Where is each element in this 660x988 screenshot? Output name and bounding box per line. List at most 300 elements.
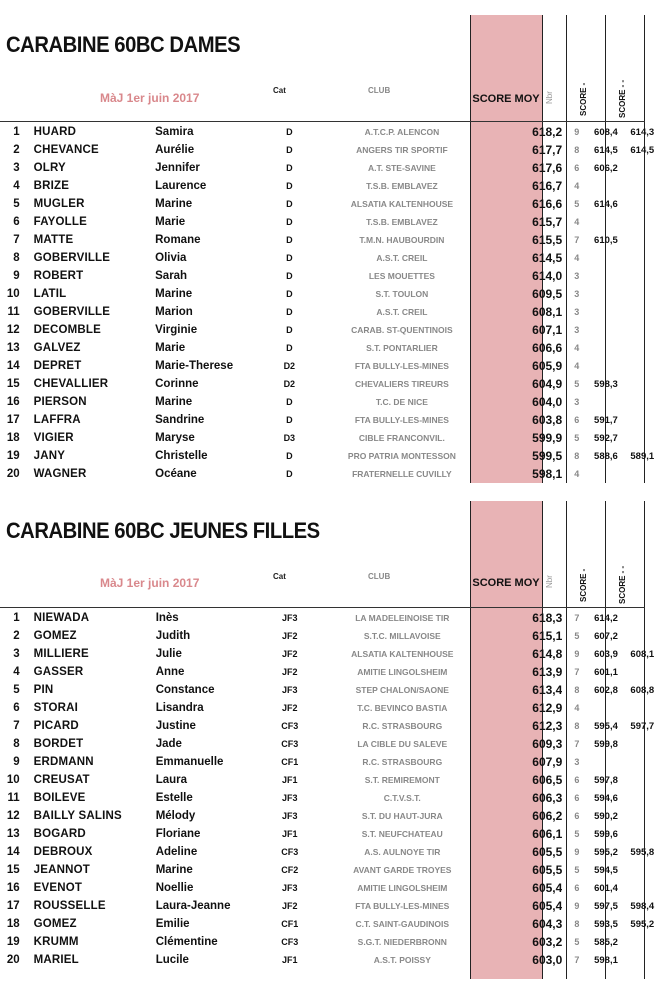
category-cell: D [286,343,293,353]
table-row [0,357,660,375]
lastname-cell: BAILLY SALINS [33,810,122,822]
score-1-cell [587,357,624,375]
firstname-cell: Clémentine [155,936,218,948]
score-1-cell: 598,1 [594,954,618,966]
lastname-cell: VIGIER [33,432,74,444]
table-row [0,249,660,267]
rank-cell: 15 [6,864,20,876]
category-cell: D [286,397,293,407]
score-2-cell [625,393,660,411]
score-2-cell: 608,8 [630,684,655,696]
score-1-cell: 590,2 [594,810,618,822]
firstname-cell: Marie-Therese [155,360,234,372]
score-moy-cell: 609,3 [532,737,563,751]
header-cat: Cat [273,572,286,581]
lastname-cell: GASSER [33,666,84,678]
score-moy-cell: 606,2 [532,809,563,823]
nbr-cell: 4 [574,181,580,191]
table-row [0,771,660,789]
nbr-cell: 4 [574,703,580,713]
rank-cell: 1 [13,126,20,138]
score-2-cell [625,933,660,951]
firstname-cell: Virginie [155,324,198,336]
score-1-cell: 614,5 [594,144,618,156]
club-cell: FTA BULLY-LES-MINES [355,901,450,911]
table-row [0,123,660,141]
club-cell: CIBLE FRANCONVIL. [358,433,445,443]
nbr-cell: 7 [574,667,580,677]
nbr-cell: 6 [574,775,580,785]
club-cell: FRATERNELLE CUVILLY [352,469,452,479]
rank-cell: 17 [6,414,20,426]
score-moy-cell: 616,6 [532,197,563,211]
category-cell: JF2 [282,649,298,659]
rank-cell: 19 [6,936,20,948]
rank-cell: 7 [13,720,20,732]
score-2-cell [625,735,660,753]
firstname-cell: Inès [155,612,179,624]
score-2-cell [625,375,660,393]
lastname-cell: EVENOT [33,882,83,894]
firstname-cell: Corinne [155,378,199,390]
rank-cell: 8 [13,252,20,264]
score-1-cell: 593,5 [594,918,618,930]
score-moy-cell: 617,6 [532,161,563,175]
rank-cell: 11 [7,306,20,318]
firstname-cell: Christelle [155,450,208,462]
score-moy-cell: 606,1 [532,827,563,841]
table-row [0,681,660,699]
nbr-cell: 8 [574,145,580,155]
table-row [0,807,660,825]
nbr-cell: 5 [574,937,580,947]
rank-cell: 7 [13,234,20,246]
table-row [0,645,660,663]
lastname-cell: ROUSSELLE [33,900,106,912]
update-date: MàJ 1er juin 2017 [100,576,200,590]
score-1-cell: 606,2 [594,162,618,174]
lastname-cell: GOBERVILLE [33,252,111,264]
club-cell: C.T. SAINT-GAUDINOIS [355,919,450,929]
firstname-cell: Romane [155,234,201,246]
table-row [0,897,660,915]
category-cell: JF2 [282,667,298,677]
club-cell: FTA BULLY-LES-MINES [354,361,449,371]
table-row [0,447,660,465]
lastname-cell: GOMEZ [33,630,77,642]
club-cell: CARAB. ST-QUENTINOIS [351,325,453,335]
table-row [0,231,660,249]
club-cell: A.S.T. POISSY [373,955,431,965]
category-cell: CF3 [281,739,299,749]
score-1-cell [587,249,624,267]
firstname-cell: Laura [155,774,188,786]
category-cell: CF3 [281,721,299,731]
score-2-cell [625,429,660,447]
firstname-cell: Océane [155,468,197,480]
table-row [0,429,660,447]
score-1-cell: 607,2 [594,630,618,642]
table-row [0,213,660,231]
header-nbr: Nbr [545,575,554,588]
firstname-cell: Lucile [155,954,189,966]
lastname-cell: JEANNOT [33,864,90,876]
lastname-cell: DEPRET [33,360,82,372]
rank-cell: 10 [6,288,20,300]
score-moy-cell: 613,4 [532,683,563,697]
category-cell: D [286,307,293,317]
club-cell: T.S.B. EMBLAVEZ [366,181,438,191]
score-moy-cell: 605,5 [532,845,563,859]
score-1-cell: 601,4 [594,882,618,894]
nbr-cell: 3 [574,397,580,407]
score-moy-cell: 607,9 [532,755,563,769]
firstname-cell: Olivia [155,252,187,264]
lastname-cell: BOILEVE [33,792,86,804]
nbr-cell: 6 [574,793,580,803]
firstname-cell: Estelle [155,792,193,804]
score-1-cell [587,699,624,717]
category-cell: D [286,163,293,173]
score-moy-cell: 598,1 [532,467,563,481]
table-row [0,303,660,321]
score-1-cell: 614,6 [594,198,618,210]
rank-cell: 9 [13,756,20,768]
score-moy-cell: 603,0 [532,953,563,967]
header-score-2: SCORE - - [618,79,627,118]
club-cell: A.S.T. CREIL [376,307,428,317]
score-2-cell [625,177,660,195]
rank-cell: 6 [13,216,20,228]
header-nbr: Nbr [545,91,554,104]
nbr-cell: 7 [574,955,580,965]
table-row [0,375,660,393]
score-1-cell: 599,6 [594,828,618,840]
score-2-cell [625,699,660,717]
table-row [0,411,660,429]
header-club: CLUB [368,86,391,95]
lastname-cell: NIEWADA [33,612,90,624]
nbr-cell: 6 [574,163,580,173]
club-cell: LES MOUETTES [368,271,435,281]
nbr-cell: 9 [574,847,580,857]
lastname-cell: PIN [33,684,54,696]
category-cell: JF3 [282,811,298,821]
nbr-cell: 9 [574,649,580,659]
lastname-cell: MATTE [33,234,74,246]
score-moy-cell: 604,0 [532,395,563,409]
table-row [0,609,660,627]
club-cell: ANGERS TIR SPORTIF [356,145,448,155]
club-cell: A.S. AULNOYE TIR [364,847,441,857]
score-2-cell [625,267,660,285]
firstname-cell: Mélody [155,810,196,822]
firstname-cell: Julie [155,648,182,660]
score-2-cell [625,213,660,231]
nbr-cell: 4 [574,253,580,263]
club-cell: S.G.T. NIEDERBRONN [357,937,447,947]
section-title: CARABINE 60BC DAMES [6,32,241,57]
rank-cell: 2 [13,144,20,156]
lastname-cell: STORAI [33,702,79,714]
firstname-cell: Marie [155,216,186,228]
score-2-cell [625,771,660,789]
club-cell: AMITIE LINGOLSHEIM [357,883,448,893]
lastname-cell: PICARD [33,720,79,732]
category-cell: CF3 [281,847,299,857]
score-2-cell: 595,2 [630,918,655,930]
nbr-cell: 8 [574,451,580,461]
score-1-cell [587,339,624,357]
category-cell: D [286,217,293,227]
club-cell: AMITIE LINGOLSHEIM [357,667,448,677]
table-row [0,285,660,303]
club-cell: PRO PATRIA MONTESSON [347,451,456,461]
score-1-cell: 594,5 [594,864,618,876]
score-1-cell: 601,1 [594,666,618,678]
nbr-cell: 3 [574,757,580,767]
nbr-cell: 5 [574,865,580,875]
table-row [0,699,660,717]
nbr-cell: 9 [574,127,580,137]
firstname-cell: Samira [155,126,194,138]
lastname-cell: LAFFRA [33,414,81,426]
score-1-cell: 595,4 [594,720,618,732]
score-1-cell: 585,2 [594,936,618,948]
nbr-cell: 6 [574,811,580,821]
category-cell: JF3 [282,613,298,623]
table-row [0,753,660,771]
table-row [0,393,660,411]
score-2-cell [625,285,660,303]
nbr-cell: 5 [574,433,580,443]
club-cell: FTA BULLY-LES-MINES [354,415,449,425]
rank-cell: 6 [13,702,20,714]
nbr-cell: 5 [574,631,580,641]
firstname-cell: Laura-Jeanne [155,900,231,912]
score-2-cell [625,609,660,627]
category-cell: JF1 [282,829,298,839]
header-score-1: SCORE - [579,568,588,602]
score-2-cell: 598,4 [630,900,655,912]
score-1-cell [587,393,624,411]
firstname-cell: Marion [155,306,193,318]
firstname-cell: Sandrine [155,414,205,426]
score-moy-cell: 605,5 [532,863,563,877]
category-cell: CF3 [281,937,299,947]
lastname-cell: DECOMBLE [33,324,102,336]
category-cell: D [286,145,293,155]
table-row [0,267,660,285]
score-moy-cell: 608,1 [532,305,563,319]
lastname-cell: BORDET [33,738,84,750]
score-moy-cell: 599,9 [532,431,563,445]
table-row [0,339,660,357]
header-cat: Cat [273,86,286,95]
lastname-cell: ERDMANN [33,756,94,768]
lastname-cell: KRUMM [33,936,79,948]
firstname-cell: Lisandra [155,702,204,714]
score-1-cell: 597,8 [594,774,618,786]
category-cell: JF2 [282,703,298,713]
rank-cell: 13 [6,828,20,840]
rank-cell: 10 [6,774,20,786]
table-row [0,879,660,897]
nbr-cell: 9 [574,901,580,911]
ranking-table [0,609,660,969]
rank-cell: 5 [13,198,20,210]
score-2-cell: 608,1 [630,648,655,660]
table-row [0,717,660,735]
score-moy-cell: 603,8 [532,413,563,427]
ranking-table [0,123,660,483]
category-cell: CF2 [281,865,299,875]
header-score-1: SCORE - [579,82,588,116]
score-moy-cell: 612,3 [532,719,563,733]
rank-cell: 20 [6,468,20,480]
header-rule [0,607,645,608]
score-moy-cell: 614,5 [532,251,563,265]
score-2-cell [625,195,660,213]
score-moy-cell: 615,7 [532,215,563,229]
score-moy-cell: 617,7 [532,143,563,157]
club-cell: CHEVALIERS TIREURS [354,379,449,389]
score-2-cell [625,627,660,645]
table-row [0,159,660,177]
score-2-cell: 589,1 [630,450,655,462]
score-moy-cell: 613,9 [532,665,563,679]
club-cell: R.C. STRASBOURG [362,721,443,731]
lastname-cell: HUARD [33,126,77,138]
score-moy-cell: 604,9 [532,377,563,391]
lastname-cell: FAYOLLE [33,216,87,228]
score-1-cell: 594,6 [594,792,618,804]
table-row [0,933,660,951]
rank-cell: 16 [6,396,20,408]
score-2-cell [625,231,660,249]
lastname-cell: ROBERT [33,270,84,282]
score-2-cell [625,339,660,357]
category-cell: D [286,253,293,263]
firstname-cell: Marine [155,396,193,408]
firstname-cell: Emmanuelle [155,756,224,768]
firstname-cell: Floriane [155,828,201,840]
score-2-cell [625,753,660,771]
rank-cell: 9 [13,270,20,282]
score-1-cell [587,321,624,339]
nbr-cell: 8 [574,721,580,731]
category-cell: D [286,181,293,191]
firstname-cell: Laurence [155,180,207,192]
score-moy-cell: 606,3 [532,791,563,805]
table-row [0,465,660,483]
nbr-cell: 7 [574,235,580,245]
club-cell: S.T. TOULON [375,289,429,299]
table-row [0,177,660,195]
nbr-cell: 3 [574,289,580,299]
score-2-cell [625,879,660,897]
club-cell: STEP CHALON/SAONE [355,685,449,695]
club-cell: AVANT GARDE TROYES [353,865,452,875]
rank-cell: 18 [6,918,20,930]
category-cell: JF3 [282,883,298,893]
score-1-cell: 592,7 [594,432,618,444]
section-dames [0,0,660,490]
header-score-moy: SCORE MOY [472,93,540,105]
score-1-cell [587,303,624,321]
club-cell: LA MADELEINOISE TIR [355,613,450,623]
score-1-cell: 599,8 [594,738,618,750]
category-cell: D [286,451,293,461]
category-cell: JF3 [282,793,298,803]
score-moy-cell: 603,2 [532,935,563,949]
header-score-moy: SCORE MOY [472,577,540,589]
score-moy-cell: 604,3 [532,917,563,931]
nbr-cell: 3 [574,325,580,335]
category-cell: D [286,469,293,479]
club-cell: C.T.V.S.T. [383,793,421,803]
rank-cell: 14 [6,360,20,372]
category-cell: D2 [283,361,296,371]
score-2-cell [625,861,660,879]
rank-cell: 15 [6,378,20,390]
nbr-cell: 3 [574,307,580,317]
score-2-cell [625,321,660,339]
lastname-cell: MUGLER [33,198,85,210]
lastname-cell: CHEVALLIER [33,378,109,390]
table-row [0,663,660,681]
club-cell: R.C. STRASBOURG [362,757,443,767]
club-cell: A.T.C.P. ALENCON [364,127,440,137]
score-2-cell: 614,5 [630,144,655,156]
table-row [0,141,660,159]
score-1-cell [587,753,624,771]
table-row [0,789,660,807]
lastname-cell: MARIEL [33,954,79,966]
score-1-cell: 597,5 [594,900,618,912]
score-1-cell: 591,7 [594,414,618,426]
score-2-cell [625,465,660,483]
nbr-cell: 4 [574,469,580,479]
score-2-cell [625,159,660,177]
score-moy-cell: 616,7 [532,179,563,193]
score-1-cell: 603,9 [594,648,618,660]
score-1-cell: 608,4 [594,126,618,138]
club-cell: S.T. NEUFCHATEAU [361,829,443,839]
score-moy-cell: 605,4 [532,881,563,895]
rank-cell: 1 [13,612,20,624]
club-cell: S.T. PONTARLIER [366,343,438,353]
category-cell: JF3 [282,685,298,695]
header-club: CLUB [368,572,391,581]
nbr-cell: 6 [574,415,580,425]
lastname-cell: OLRY [33,162,66,174]
firstname-cell: Constance [155,684,215,696]
lastname-cell: JANY [33,450,66,462]
nbr-cell: 4 [574,343,580,353]
lastname-cell: PIERSON [33,396,87,408]
firstname-cell: Marine [155,198,193,210]
club-cell: T.S.B. EMBLAVEZ [366,217,438,227]
rank-cell: 8 [13,738,20,750]
club-cell: ALSATIA KALTENHOUSE [350,199,454,209]
score-2-cell: 597,7 [630,720,655,732]
table-row [0,915,660,933]
header-rule [0,121,645,122]
firstname-cell: Adeline [155,846,198,858]
score-moy-cell: 609,5 [532,287,563,301]
lastname-cell: GOMEZ [33,918,77,930]
